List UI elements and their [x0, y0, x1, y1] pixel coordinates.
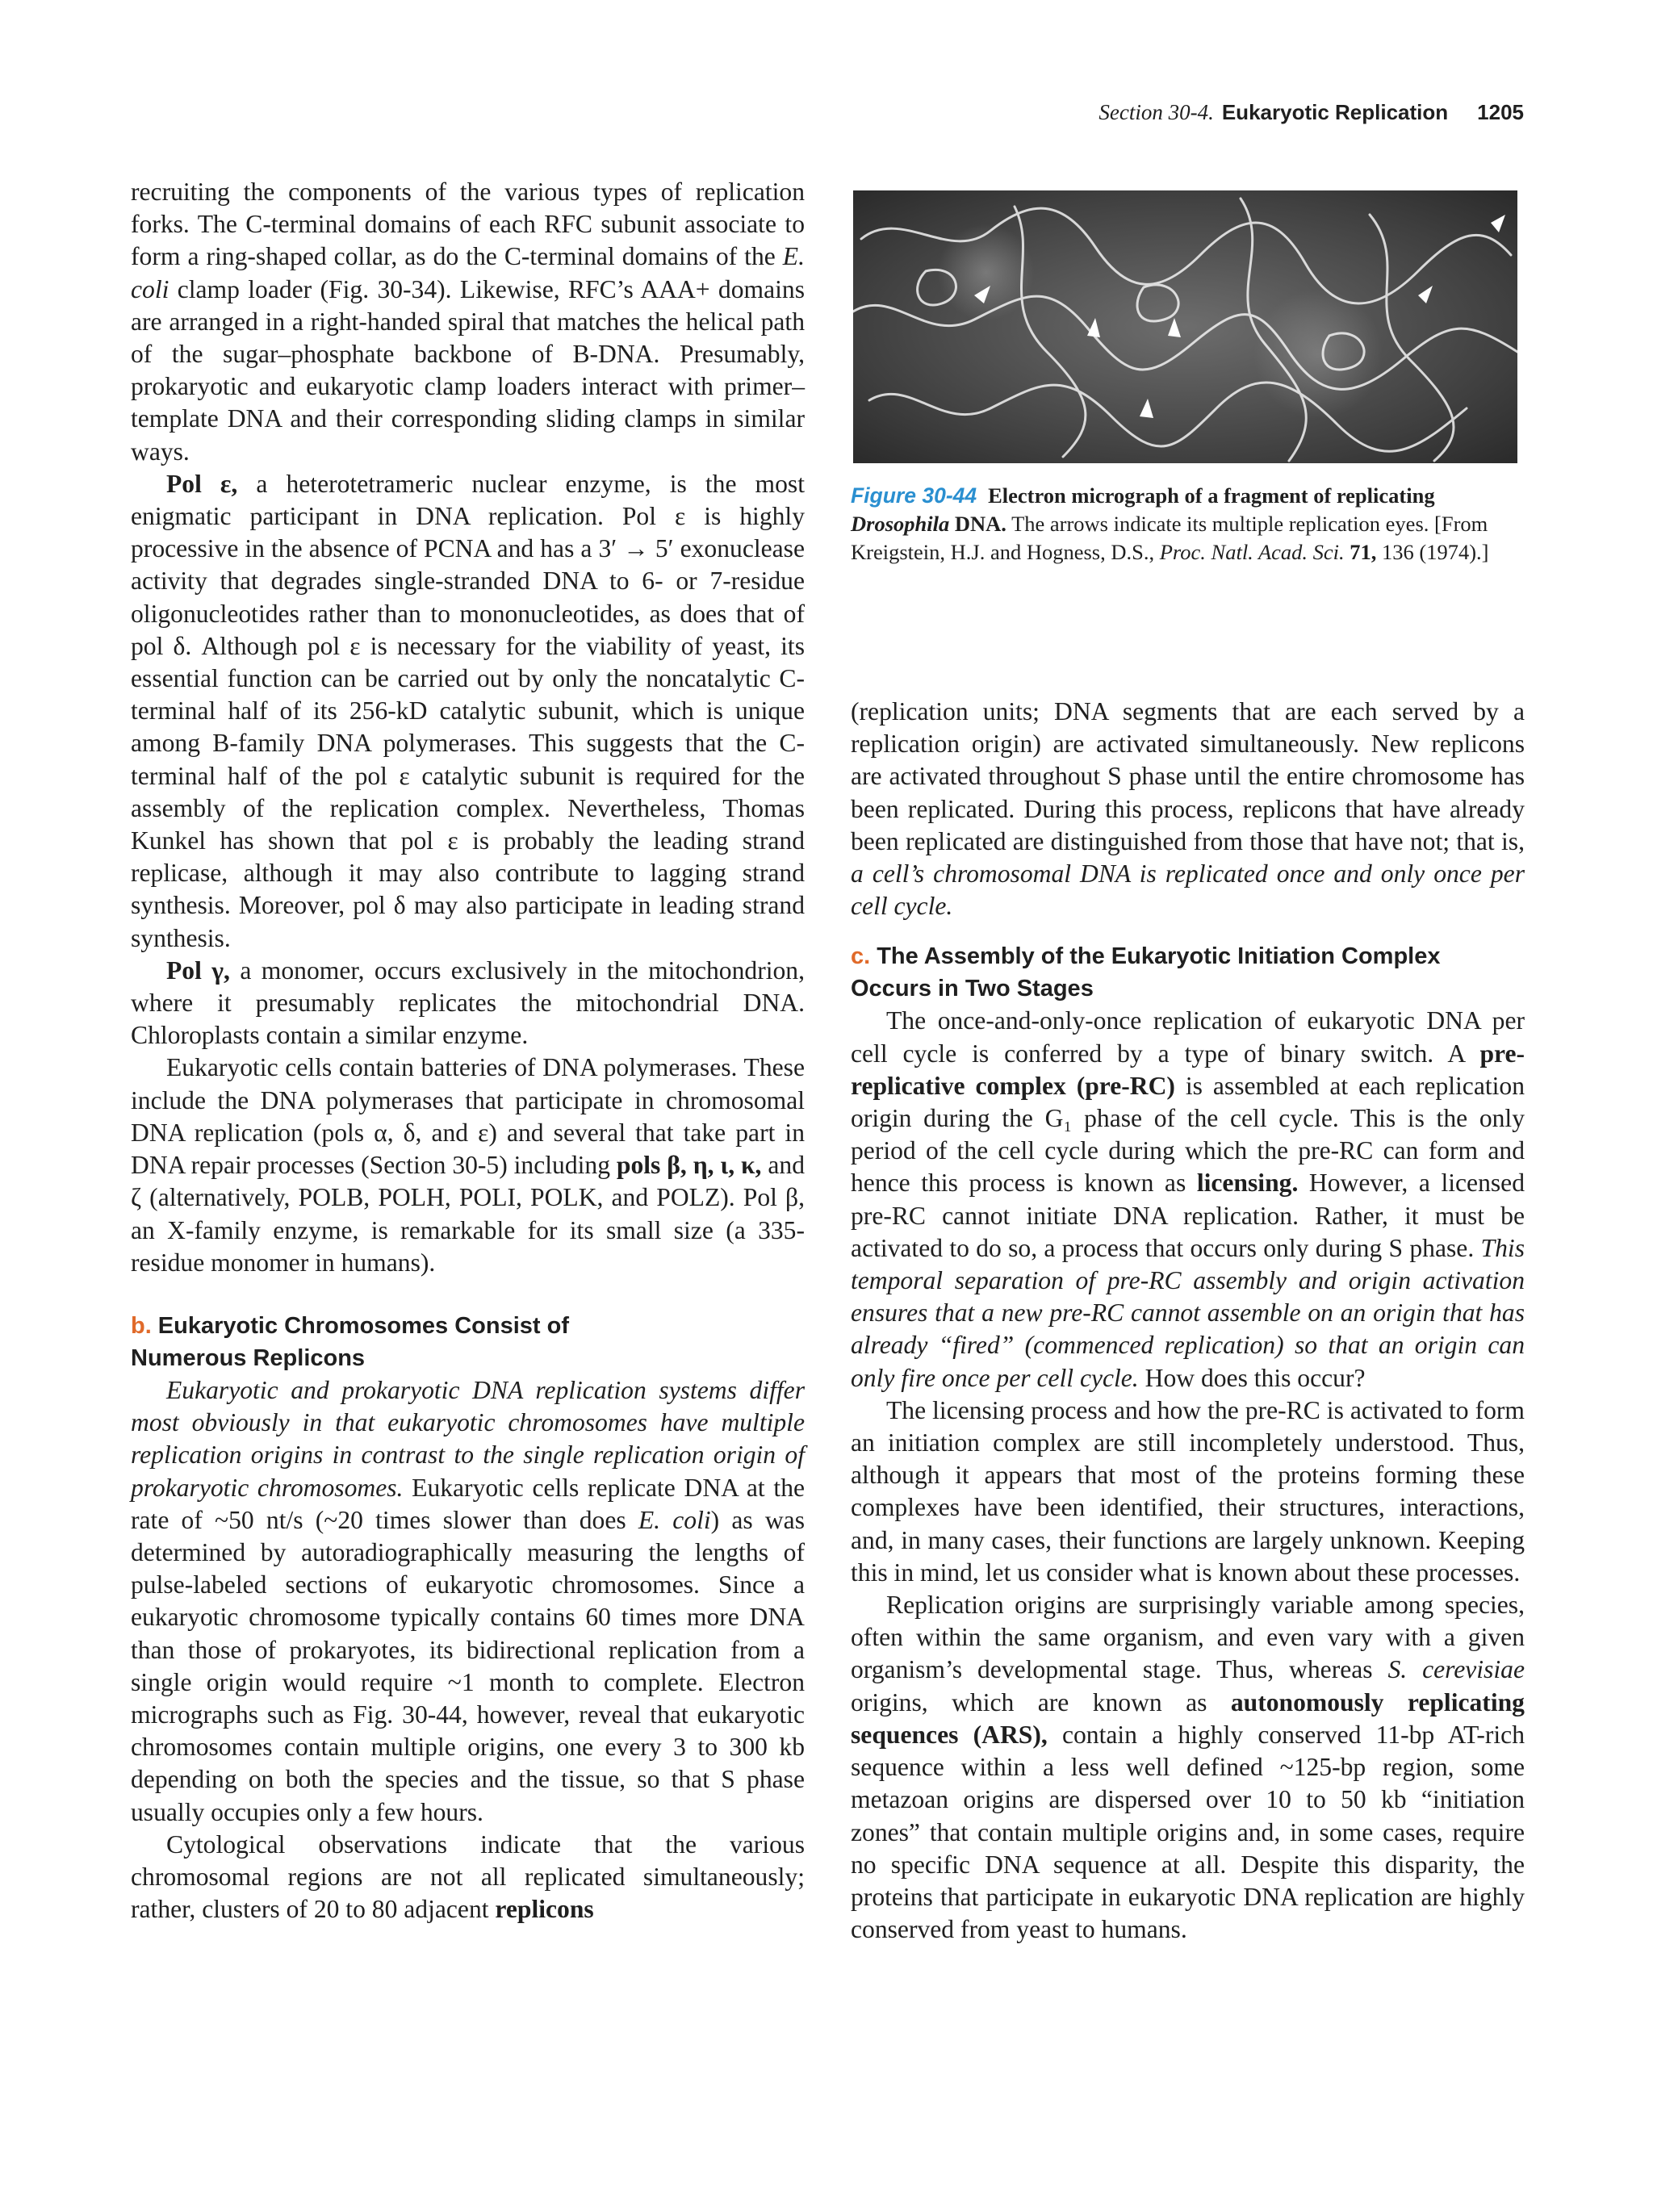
paragraph: Replication origins are surprisingly variable among species, often within the same organism, and even vary with a given organism’s developmental stage. Thus, whereas S. cerevisiae origins, which are known as autonomously replicating sequences (ARS), contain a highly conserved 11-bp AT-rich sequence within a less well defined ~125-bp region, some metazoan origins are dispersed over 10 to 50 kb “initiation zones” that contain multiple origins and, in some cases, require no specific DNA sequence at all. Despite this disparity, the proteins that participate in eukaryotic DNA replication are highly conserved from yeast to humans.	[851, 1591, 1525, 1944]
header-section: Section 30-4.	[1099, 100, 1214, 124]
running-header	[1099, 100, 1524, 125]
figure-label: Figure 30-44	[851, 483, 977, 508]
paragraph: Pol ε, a heterotetrameric nuclear enzyme, is the most enigmatic participant in DNA replication. Pol ε is highly processive in the absence of PCNA and has a 3′ → 5′ exonuclease activity that degrades single-stranded DNA to 6- or 7-residue oligonucleotides rather than to mononucleotides, as does that of pol δ. Although pol ε is necessary for the viability of yeast, its essential function can be carried out by only the noncatalytic C-terminal half of its 256-kD catalytic subunit, which is unique among B-family DNA polymerases. This suggests that the C-terminal half of the pol ε catalytic subunit is required for the assembly of the replication complex. Nevertheless, Thomas Kunkel has shown that pol ε is probably the leading strand replicase, although it may also contribute to lagging strand synthesis. Moreover, pol δ may also participate in leading strand synthesis.	[131, 469, 805, 952]
paragraph: The once-and-only-once replication of eukaryotic DNA per cell cycle is conferred by a type of binary switch. A pre-replicative complex (pre-RC) is assembled at each replication origin during the G₁ phase of the cell cycle. This is the only period of the cell cycle during which the pre-RC can form and hence this process is known as licensing. However, a licensed pre-RC cannot initiate DNA replication. Rather, it must be activated to do so, a process that occurs only during S phase. This temporal separation of pre-RC assembly and origin activation ensures that a new pre-RC cannot assemble on an origin that has already “fired” (commenced replication) so that an origin can only fire once per cell cycle. How does this occur?	[851, 1006, 1525, 1392]
paragraph: Eukaryotic cells contain batteries of DNA polymerases. These include the DNA polymerases that participate in chromosomal DNA replication (pols α, δ, and ε) and several that take part in DNA repair processes (Section 30-5) including pols β, η, ι, κ, and ζ (alternatively, POLB, POLH, POLI, POLK, and POLZ). Pol β, an X-family enzyme, is remarkable for its small size (a 335-residue monomer in humans).	[131, 1053, 805, 1277]
paragraph: (replication units; DNA segments that are each served by a replication origin) are activated simultaneously. New replicons are activated throughout S phase until the entire chromosome has been replicated. During this process, replicons that have already been replicated are distinguished from those that have not; that is, a cell’s chromosomal DNA is replicated once and only once per cell cycle.	[851, 697, 1525, 921]
section-heading-b: b. Eukaryotic Chromosomes Consist of Numerous Replicons	[131, 1312, 569, 1371]
paragraph: Eukaryotic and prokaryotic DNA replication systems differ most obviously in that eukaryotic chromosomes have multiple replication origins in contrast to the single replication origin of prokaryotic chromosomes. Eukaryotic cells replicate DNA at the rate of ~50 nt/s (~20 times slower than does E. coli) as was determined by autoradiographically measuring the lengths of pulse-labeled sections of eukaryotic chromosomes. Since a eukaryotic chromosome typically contains 60 times more DNA than those of prokaryotes, its bidirectional replication from a single origin would require ~1 month to complete. Electron micrographs such as Fig. 30-44, however, reveal that eukaryotic chromosomes contain multiple origins, one every 3 to 300 kb depending on both the species and the tissue, so that S phase usually occupies only a few hours.	[131, 1375, 806, 1826]
left-column	[131, 176, 805, 1926]
figure-caption: Figure 30-44 Electron micrograph of a fragment of replicating Drosophila DNA. The arrows indicate its multiple replication eyes. [From Kreigstein, H.J. and Hogness, D.S., Proc. Natl. Acad. Sci. 71, 136 (1974).]	[851, 483, 1489, 564]
paragraph: recruiting the components of the various types of replication forks. The C-terminal domains of each RFC subunit associate to form a ring-shaped collar, as do the C-terminal domains of the E. coli clamp loader (Fig. 30-34). Likewise, RFC’s AAA+ domains are arranged in a right-handed spiral that matches the helical path of the sugar–phosphate backbone of B-DNA. Presumably, prokaryotic and eukaryotic clamp loaders interact with primer–template DNA and their corresponding sliding clamps in similar ways.	[131, 178, 805, 466]
paragraph: Cytological observations indicate that the various chromosomal regions are not all replicated simultaneously; rather, clusters of 20 to 80 adjacent replicons	[131, 1829, 805, 1924]
electron-micrograph-image	[853, 190, 1517, 463]
section-heading-c: c. The Assembly of the Eukaryotic Initiation Complex Occurs in Two Stages	[851, 943, 1441, 1002]
header-title: Eukaryotic Replication	[1221, 100, 1449, 124]
paragraph: Pol γ, a monomer, occurs exclusively in the mitochondrion, where it presumably replicates the mitochondrial DNA. Chloroplasts contain a similar enzyme.	[131, 955, 805, 1050]
dna-strands-graphic	[853, 190, 1517, 463]
paragraph: The licensing process and how the pre-RC is activated to form an initiation complex are still incompletely understood. Thus, although it appears that most of the proteins forming these complexes have been identified, their structures, interactions, and, in many cases, their functions are largely unknown. Keeping this in mind, let us consider what is known about these processes.	[851, 1395, 1525, 1587]
page-number: 1205	[1477, 100, 1524, 124]
right-column	[851, 696, 1525, 1946]
